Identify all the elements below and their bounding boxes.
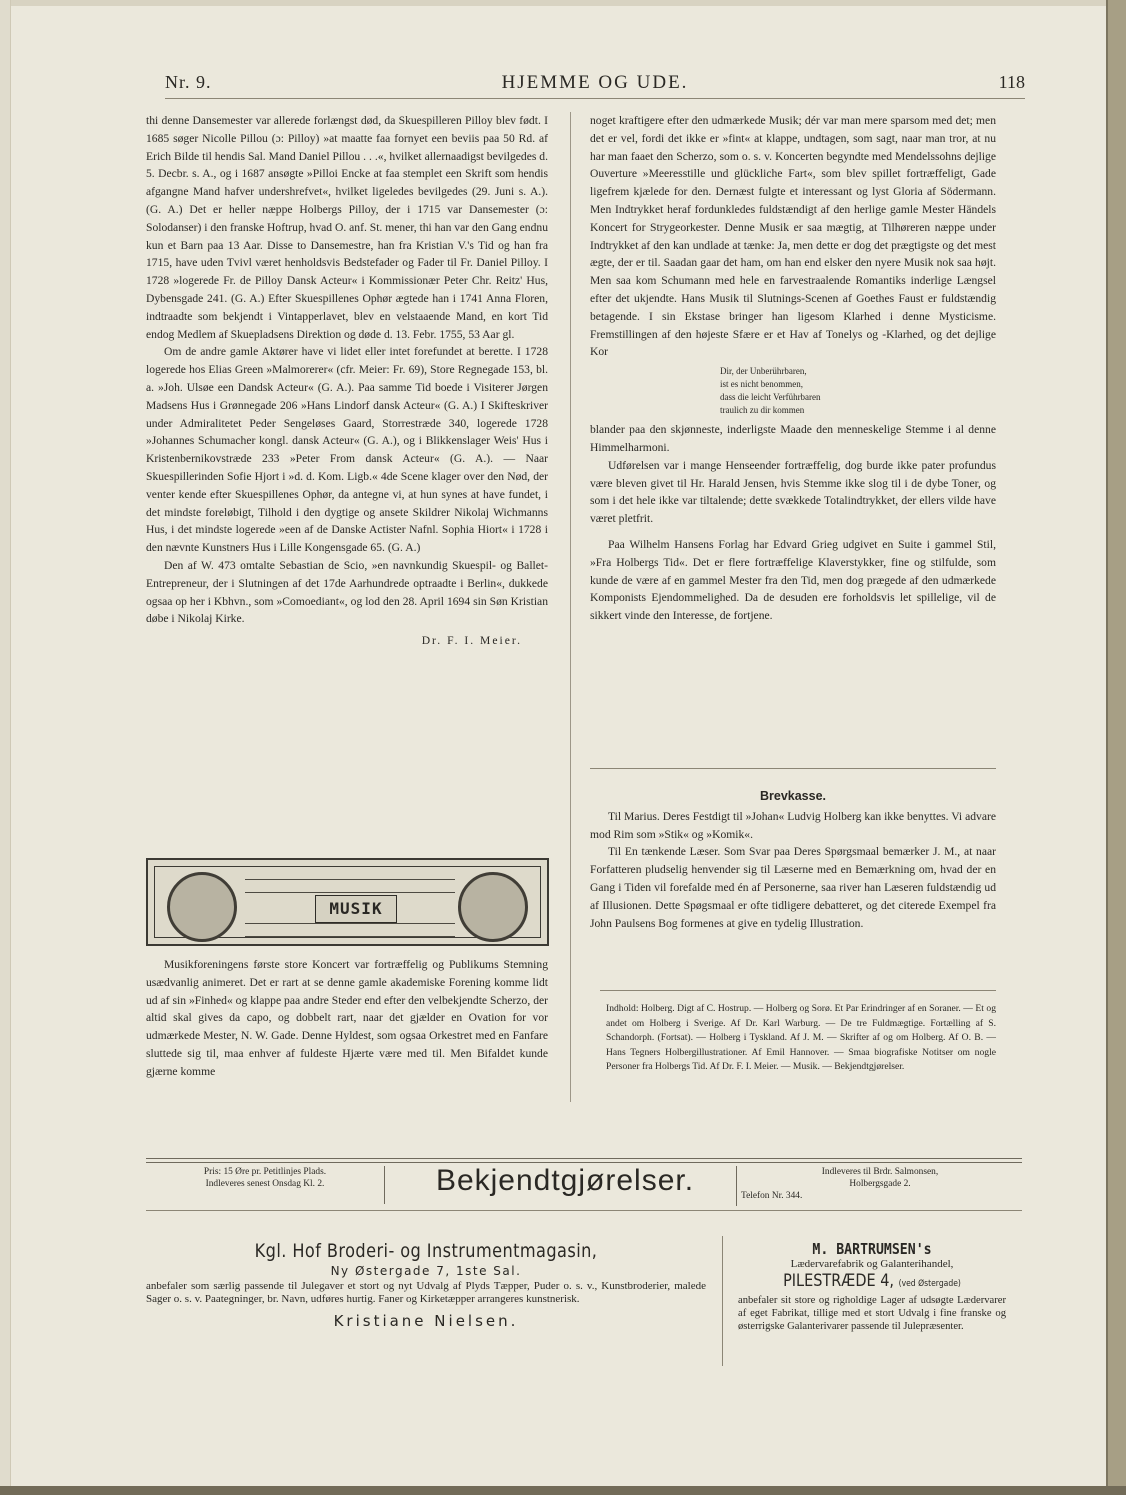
section-label: MUSIK bbox=[315, 895, 397, 923]
shop-description: anbefaler som særlig passende til Julegaver et stort og nyt Udvalg af Plyds Tæpper, Puder o. s. v., Kunstbroderier, malede Sager o. s. v. Paategninger, br. Navn, udføres hurtig. Faner og Kirketæpper arrangeres kunstnerisk. bbox=[146, 1280, 706, 1305]
musik-article bbox=[146, 956, 548, 1081]
left-medallion-icon bbox=[167, 872, 237, 942]
ad-bartrumsen bbox=[738, 1240, 1006, 1333]
shop-title: Kgl. Hof Broderi- og Instrumentmagasin, bbox=[254, 1240, 598, 1262]
table-of-contents: Indhold: Holberg. Digt af C. Hostrup. — Holberg og Sorø. Et Par Erindringer af en Soraner. — Et og andet om Holberg i Sverige. Af Dr. Karl Warburg. — De tre Fuldmægtige. Fortælling af S. Schandorph. (Fortsat). — Holberg i Tyskland. Af J. M. — Skrifter af og om Holberg. Af O. B. — Hans Tegners Holbergillustrationer. Af Emil Hannover. — Smaa biografiske Notitser om nogle Personer fra Holbergs Tid. Af Dr. F. I. Meier. — Musik. — Bekjendtgjørelser. bbox=[606, 1003, 996, 1072]
deadline-line: Indleveres senest Onsdag Kl. 2. bbox=[205, 1179, 325, 1189]
paragraph: Om de andre gamle Aktører have vi lidet eller intet forefundet at berette. I 1728 logerede hos Elias Green »Malmorerer« (cfr. Meier: Fr. 69), Store Regnegade 153, bl. a. »Joh. Ulsøe een Dandsk Acteur« (G. A.). Paa samme Tid boede i Visiterer Jørgen Madsens Hus i Grønnegade 206 »Hans Lindorf dansk Acteur« (G. A.) I Skifteskriver under Admiralitetet Peder Sengeløses Gaard, Storrestræde 340, logerede 1728 »Johannes Schumacher kongl. dansk Acteur« (G. A.), og i Blikkenslager Weis' Hus i Kristenbernikovstræde 233 »Peter From dansk Acteur« (G. A.). — Naar Skuespillerinden Sofie Hjort i »d. d. Kom. Ligb.« 4de Scene klager over den Nød, der venter kende efter Skuespillenes Ophør, da antegne vi, at hun synes at have fundet, i det mindste foreløbigt, Tilhold i den dygtige og ansete Skildrer Nikolaj Wichmanns Hus, i det mindste logerede »een af de Danske Actister Nafnl. Sophia Hiort« i 1728 i den nævnte Kunstners Hus i Lille Kongensgade 65. (G. A.) bbox=[146, 345, 548, 555]
address-line: Holbergsgade 2. bbox=[849, 1179, 911, 1189]
publication-title: HJEMME OG UDE. bbox=[501, 72, 689, 93]
street-note: (ved Østergade) bbox=[898, 1279, 961, 1289]
shop-name: M. BARTRUMSEN's bbox=[812, 1240, 932, 1258]
paragraph: Udførelsen var i mange Henseender fortræffelig, dog burde ikke pater profundus være bleven givet til Hr. Harald Jensen, hvis Stemme ikke slog til i de dybe Toner, og som i det hele ikke var tiltalende; dette svækkede Totalindtrykket, der ellers vilde have været pletfrit. bbox=[590, 458, 996, 526]
poem-line: ist es nicht benommen, bbox=[720, 379, 803, 390]
paragraph: Til Marius. Deres Festdigt til »Johan« Ludvig Holberg kan ikke benyttes. Vi advare mod Rim som »Stik« og »Komik«. bbox=[590, 809, 996, 841]
right-medallion-icon bbox=[458, 872, 528, 942]
page-left-margin bbox=[0, 0, 11, 1495]
brevkasse-title: Brevkasse. bbox=[759, 789, 827, 803]
issue-number: Nr. 9. bbox=[165, 72, 212, 92]
paragraph: Til En tænkende Læser. Som Svar paa Deres Spørgsmaal bemærker J. M., at naar Forfatteren pludselig henvender sig til Læserne med en Bemærkning om, hvad der en Gang i Tiden vil forefalde med én af Personerne, saa river han Læseren fuldstændig ud af Illusionen. Dette Spøgsmaal er ofte tidligere debatteret, og det citerede Exempel fra John Paulsens Bog formenes at give en tydelig Illustration. bbox=[590, 845, 996, 930]
shop-subtitle: Lædervarefabrik og Galanterihandel, bbox=[790, 1258, 954, 1270]
ad-divider bbox=[722, 1236, 723, 1366]
paragraph: blander paa den skjønneste, inderligste Maade den menneskelige Stemme i al denne Himmelharmoni. bbox=[590, 423, 996, 454]
page-top-edge bbox=[0, 0, 1126, 6]
ads-rule bbox=[146, 1158, 1022, 1163]
ads-bottom-rule bbox=[146, 1210, 1022, 1211]
paragraph: noget kraftigere efter den udmærkede Musik; dér var man mere sparsom med det; men det er vel, fordi det ikke er »fint« at klappe, undtagen, som sagt, naar man tror, at nu har man faaet den Scherzo, som o. s. v. Koncerten begyndte med Mendelssohns dejlige Ouverture »Meeresstille und glückliche Fart«, som blev spillet fortræffeligt, Gade ligefrem kjælede for den. Dernæst fulgte et interessant og lyst Gloria af Södermann. Men Indtrykket heraf fordunkledes fuldstændigt af den herlige gamle Mester Händels Koncert for Strygeorkester. Denne Musik er saa mægtig, at Tilhøreren næppe under Indtrykket af den kan undlade at tænke: Ja, men dette er dog det prægtigste og det mest ægte, der er til. Saadan gaar det ham, om han end elsker den nyere Musik nok saa højt. Men saa kom Schumann med hele en farvestraalende Romantiks inderlige Længsel efter det ukjendte. Hans Musik til Slutnings-Scenen af Goethes Faust er fuldstændig betagende. I sin Ekstase bringer han ligesom Klarhed i denne Mysticisme. Fremstillingen af den højeste Sfære er et Hav af Tonelys og -Klarhed, og det dejlige Kor bbox=[590, 114, 996, 359]
page-bottom-edge bbox=[0, 1486, 1126, 1495]
paragraph: Den af W. 473 omtalte Sebastian de Scio, »en navnkundig Skuespil- og Ballet-Entrepreneur, der i Slutningen af det 17de Aarhundrede optraadte i Berlin«, dukkede ogsaa op her i Kbhvn., som »Comoediant«, og lod den 28. April 1694 sin Søn Kristian døbe i Nikolaj Kirke. bbox=[146, 558, 548, 626]
column-divider bbox=[570, 112, 571, 1102]
ad-price-box bbox=[146, 1166, 385, 1204]
musik-banner bbox=[146, 858, 549, 946]
poem-line: dass die leicht Verführbaren bbox=[720, 392, 821, 403]
banner-frame bbox=[154, 866, 541, 938]
page-number: 118 bbox=[998, 72, 1025, 92]
brevkasse-section bbox=[590, 786, 996, 932]
phone-line: Telefon Nr. 344. bbox=[741, 1191, 803, 1201]
poem-line: traulich zu dir kommen bbox=[720, 405, 805, 416]
shop-street bbox=[758, 1271, 986, 1294]
right-column bbox=[590, 112, 996, 625]
shop-address: Ny Østergade 7, 1ste Sal. bbox=[330, 1264, 522, 1278]
paragraph: Musikforeningens første store Koncert var fortræffelig og Publikums Stemning usædvanlig animeret. Det er rart at se denne gamle akademiske Forening komme lidt ud af sin »Finhed« og klappe paa andre Steder end efter den velbekjendte Scherzo, der altid skal gives da capo, og dobbelt rart, naar det gjælder en Ovation for vor udmærkede Mester, N. W. Gade. Denne Hyldest, som ogsaa Orkestret med en Fanfare sluttede sig til, maa enhver af fuldeste Hjærte være med til. Men Bifaldet kunde gjærne komme bbox=[146, 958, 548, 1078]
section-rule bbox=[600, 990, 996, 991]
page-right-edge bbox=[1106, 0, 1126, 1495]
section-rule bbox=[590, 768, 996, 769]
shop-description: anbefaler sit store og righoldige Lager af udsøgte Lædervarer af eget Fabrikat, tillige med et stort Udvalg i fine franske og østerrigske Galanterivarer passende til Julepræsenter. bbox=[738, 1295, 1006, 1332]
poem-line: Dir, der Unberührbaren, bbox=[720, 366, 807, 377]
ads-heading: Bekjendtgjørelser. bbox=[435, 1164, 695, 1197]
author-signature: Dr. F. I. Meier. bbox=[421, 634, 522, 648]
ornament-bottom-icon bbox=[245, 923, 455, 937]
ad-broderi-magasin bbox=[146, 1240, 706, 1330]
ad-delivery-box bbox=[736, 1166, 1023, 1206]
street-name: PILESTRÆDE 4, bbox=[783, 1271, 894, 1291]
left-column bbox=[146, 112, 548, 650]
shop-owner: Kristiane Nielsen. bbox=[333, 1312, 519, 1330]
poem-quote bbox=[720, 365, 996, 417]
paragraph: thi denne Dansemester var allerede forlængst død, da Skuespilleren Pilloy blev født. I 1685 søger Nicolle Pillou (ɔ: Pilloy) »at maatte faa fornyet een beviis paa 50 Rd. af Erich Bilde til hendis Sal. Mand Daniel Pillou . . .«, hvilket allernaadigst bevilgedes d. 5. Decbr. s. A., og i 1687 ansøgte »Pilloi Encke at faa stemplet een Skrift som hendis afgangne Mand hafver undershrefvet«, hvilket ligeledes bevilgedes (29. Juni s. A.). (G. A.) Det er heller næppe Holbergs Pilloy, der i 1715 var Dansemester (ɔ: Solodanser) i den franske Hoftrup, hvad O. anf. St. mener, thi han var den Gang endnu kun et Barn paa 13 Aar. Disse to Dansemestre, han fra Kristian V.'s Tid og han fra 1715, have uden Tvivl været henholdsvis Bedstefader og Fader til Fr. Daniel Pilloy. I 1728 »logerede Fr. de Pilloy Dansk Acteur« i Kommissionær Peter Chr. Reitz' Hus, Dybensgade 241. (G. A.) Efter Skuespillenes Ophør ægtede han i 1741 Anna Floren, indtraadte som bekjendt i Vintapperlavet, blev en velstaaende Mand, en kort Tid endog Medlem af Skuepladsens Direktion og døde d. 13. Febr. 1755, 53 Aar gl. bbox=[146, 114, 548, 341]
paragraph: Paa Wilhelm Hansens Forlag har Edvard Grieg udgivet en Suite i gammel Stil, »Fra Holbergs Tid«. Det er flere fortræffelige Klaverstykker, fine og stilfulde, som kunde de være af en gammel Mester fra den Tid, men dog prægede af den udmærkede Komponists Ejendommelighed. Da de desuden ere forholdsvis let spillelige, vil de sikkert vinde den Interesse, de fortjene. bbox=[590, 537, 996, 623]
page-header bbox=[165, 70, 1025, 99]
deliver-line: Indleveres til Brdr. Salmonsen, bbox=[821, 1167, 939, 1177]
ornament-top-icon bbox=[245, 879, 455, 893]
price-line: Pris: 15 Øre pr. Petitlinjes Plads. bbox=[203, 1167, 327, 1177]
